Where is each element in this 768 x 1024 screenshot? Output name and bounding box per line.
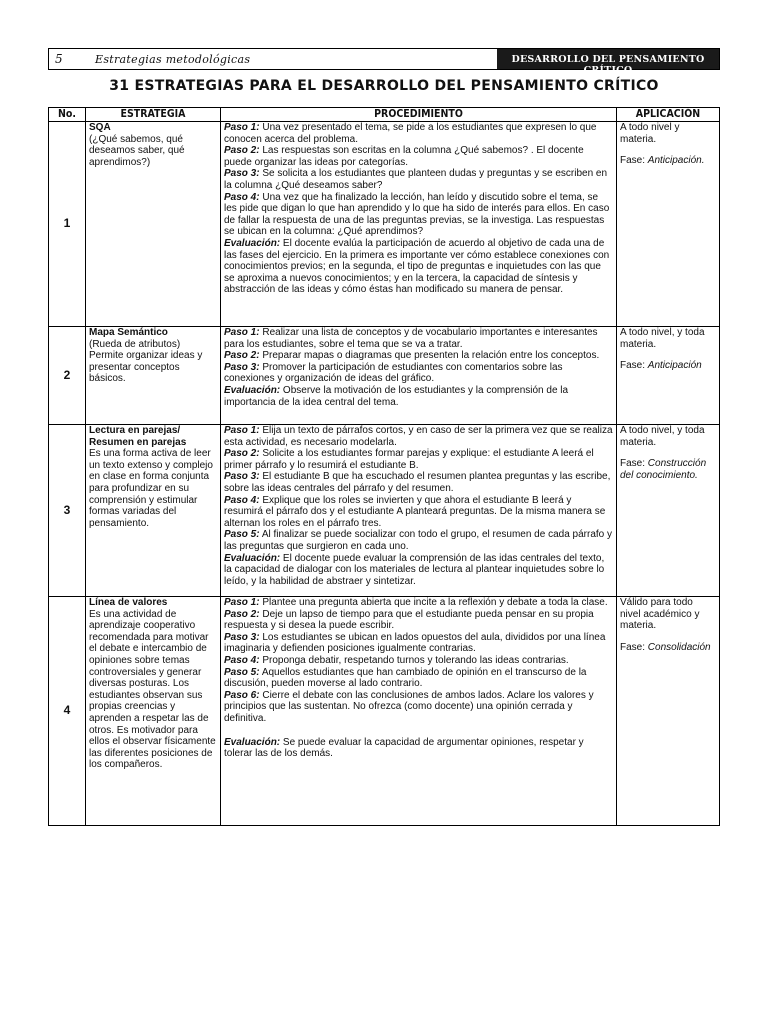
- application-phase: [620, 458, 716, 481]
- procedure-step: [224, 385, 613, 408]
- strategy-description: (Rueda de atributos) Permite organizar ideas y presentar conceptos básicos.: [89, 338, 203, 385]
- table-row: [49, 122, 720, 327]
- step-label: Evaluación:: [224, 237, 281, 249]
- column-header-estrategia: ESTRATEGIA: [86, 108, 221, 122]
- application-scope: Válido para todo nivel académico y materia.: [620, 597, 700, 632]
- application-phase: [620, 360, 716, 372]
- strategy-cell: [86, 327, 221, 425]
- step-label: Paso 1:: [224, 425, 260, 436]
- table-row: [49, 327, 720, 425]
- step-label: Paso 2:: [224, 145, 260, 157]
- table-row: [49, 425, 720, 597]
- application-cell: [617, 425, 720, 597]
- step-text: Se puede evaluar la capacidad de argumentar opiniones, respetar y tolerar las de los demás.: [224, 736, 584, 760]
- application-cell: [617, 597, 720, 826]
- header-left-title: Estrategias metodológicas: [95, 53, 251, 66]
- procedure-step: [224, 425, 613, 448]
- application-scope: A todo nivel, y toda materia.: [620, 425, 705, 448]
- step-label: Paso 1:: [224, 327, 260, 338]
- strategy-description: Es una forma activa de leer un texto extenso y complejo en clase en forma conjunta para profundizar en su comprensión y estimular formas variadas del pensamiento.: [89, 448, 213, 529]
- step-label: Evaluación:: [224, 384, 281, 396]
- strategy-name: Línea de valores: [89, 597, 168, 608]
- step-label: Paso 4:: [224, 494, 260, 506]
- step-label: Paso 3:: [224, 168, 260, 180]
- step-text: Promover la participación de estudiantes con comentarios sobre las conexiones y organización de ideas del gráfico.: [224, 361, 563, 385]
- step-text: Elija un texto de párrafos cortos, y en caso de ser la primera vez que se realiza esta actividad, es necesario modelarla.: [224, 425, 613, 448]
- step-label: Paso 4:: [224, 654, 260, 666]
- step-label: Evaluación:: [224, 552, 281, 564]
- step-label: Paso 2:: [224, 350, 260, 362]
- procedure-step: [224, 737, 613, 760]
- phase-label: Fase:: [620, 360, 646, 372]
- step-text: Una vez que ha finalizado la lección, han leído y discutido sobre el tema, se les pide que digan lo que han aprendido y lo que ha sido de interés para ellos. En caso de fallar la respuesta de una de las preguntas previas, se la investiga. Las respuestas se ubican en la columna: ¿Qué aprendimos?: [224, 191, 610, 238]
- procedure-step: [224, 597, 613, 609]
- strategy-name: SQA: [89, 122, 111, 133]
- procedure-step: [224, 632, 613, 655]
- procedure-step: [224, 327, 613, 350]
- step-text: Observe la motivación de los estudiantes y la comprensión de la importancia de la idea central del tema.: [224, 384, 569, 408]
- step-label: Paso 4:: [224, 191, 260, 203]
- step-label: Evaluación:: [224, 736, 281, 748]
- procedure-step: [224, 609, 613, 632]
- phase-value: Construcción del conocimiento.: [620, 458, 707, 481]
- page-header: [48, 48, 720, 76]
- step-text: Aquellos estudiantes que han cambiado de opinión en el transcurso de la discusión, pueden moverse al lado contrario.: [224, 666, 587, 690]
- step-text: El docente evalúa la participación de acuerdo al objetivo de cada una de las fases del ejercicio. En la primera es importante ver cómo establece conexiones con conocimientos previos; en la segunda, el tipo de preguntas e inquietudes con las que se aproxima a nuevos conocimientos; y en la tercera, la capacidad de síntesis y abstracción de las ideas y cómo éstas han modificado su manera de pensar.: [224, 237, 610, 296]
- step-text: Solicite a los estudiantes formar parejas y explique: el estudiante A leerá el primer párrafo y lo resumirá el estudiante B.: [224, 448, 594, 471]
- procedure-step: [224, 122, 613, 145]
- step-label: Paso 1:: [224, 122, 260, 133]
- application-cell: [617, 122, 720, 327]
- strategies-table: [48, 107, 720, 826]
- application-phase: [620, 155, 716, 167]
- step-label: Paso 1:: [224, 597, 260, 608]
- procedure-step: [224, 238, 613, 296]
- procedure-step: [224, 145, 613, 168]
- strategy-name: Lectura en parejas/ Resumen en parejas: [89, 425, 187, 448]
- step-label: Paso 5:: [224, 666, 260, 678]
- column-header-procedimiento: PROCEDIMIENTO: [221, 108, 617, 122]
- step-text: Proponga debatir, respetando turnos y tolerando las ideas contrarias.: [262, 654, 569, 666]
- step-label: Paso 6:: [224, 689, 260, 701]
- step-label: Paso 3:: [224, 361, 260, 373]
- strategy-name: Mapa Semántico: [89, 327, 168, 338]
- row-number: 3: [49, 425, 86, 597]
- step-text: Preparar mapas o diagramas que presenten la relación entre los conceptos.: [262, 350, 600, 362]
- step-text: Plantee una pregunta abierta que incite a la reflexión y debate a toda la clase.: [262, 597, 608, 608]
- strategy-description: (¿Qué sabemos, qué deseamos saber, qué aprendimos?): [89, 133, 185, 168]
- strategy-description: Es una actividad de aprendizaje cooperativo recomendada para motivar el debate e intercambio de opiniones sobre temas controversiales y generar diversas posturas. Los estudiantes observan sus propias creencias y aprenden a respetar las de otros. Es motivador para ellos el observar físicamente las diferentes posiciones de los compañeros.: [89, 608, 216, 771]
- step-text: Realizar una lista de conceptos y de vocabulario importantes e interesantes para los estudiantes, sobre el tema que se va a tratar.: [224, 327, 598, 350]
- procedure-step: [224, 362, 613, 385]
- procedure-cell: [221, 327, 617, 425]
- step-text: El estudiante B que ha escuchado el resumen plantea preguntas y las escribe, sobre las ideas centrales del párrafo y del resumen.: [224, 471, 611, 494]
- application-cell: [617, 327, 720, 425]
- step-text: Cierre el debate con las conclusiones de ambos lados. Aclare los valores y principios que las sustentan. No ofrezca (como docente) una opinión cerrada y definitiva.: [224, 689, 594, 724]
- step-text: Las respuestas son escritas en la columna ¿Qué sabemos? . El docente puede organizar las ideas por categorías.: [224, 145, 584, 168]
- procedure-cell: [221, 425, 617, 597]
- step-label: Paso 3:: [224, 471, 260, 483]
- row-number: 4: [49, 597, 86, 826]
- table-header-row: [49, 108, 720, 122]
- step-text: Al finalizar se puede socializar con todo el grupo, el resumen de cada párrafo y las preguntas que surgieron en cada uno.: [224, 529, 613, 552]
- procedure-step: [224, 655, 613, 667]
- step-label: Paso 5:: [224, 529, 260, 541]
- step-text: Deje un lapso de tiempo para que el estudiante pueda pensar en su propia respuesta y si desea la puede escribir.: [224, 608, 594, 632]
- strategy-cell: [86, 597, 221, 826]
- procedure-step: [224, 448, 613, 471]
- procedure-step: [224, 471, 613, 494]
- table-body: [49, 122, 720, 826]
- step-label: Paso 2:: [224, 448, 260, 460]
- phase-label: Fase:: [620, 155, 646, 167]
- phase-label: Fase:: [620, 458, 646, 470]
- strategy-cell: [86, 425, 221, 597]
- column-header-aplicacion: APLICACIÓN: [617, 108, 720, 122]
- procedure-step: [224, 529, 613, 552]
- phase-label: Fase:: [620, 641, 646, 653]
- application-scope: A todo nivel, y toda materia.: [620, 327, 705, 350]
- procedure-step: [224, 168, 613, 191]
- page-number: 5: [55, 52, 63, 66]
- phase-value: Anticipación.: [647, 155, 705, 167]
- application-phase: [620, 642, 716, 654]
- header-right-title: DESARROLLO DEL PENSAMIENTO CRÍTICO: [497, 49, 719, 69]
- procedure-step: [224, 553, 613, 588]
- procedure-step: [224, 495, 613, 530]
- procedure-step: [224, 667, 613, 690]
- step-label: Paso 3:: [224, 631, 260, 643]
- step-text: Los estudiantes se ubican en lados opuestos del aula, divididos por una línea imaginaria y defienden posiciones igualmente contrarias.: [224, 631, 606, 655]
- phase-value: Consolidación: [647, 641, 711, 653]
- step-text: Explique que los roles se invierten y que ahora el estudiante B leerá y resumirá el párrafo dos y el estudiante A planteará preguntas. De la misma manera se alternan los roles en el párrafo tres.: [224, 494, 606, 529]
- procedure-cell: [221, 122, 617, 327]
- step-text: Se solicita a los estudiantes que planteen dudas y preguntas y se escriben en la columna ¿Qué deseamos saber?: [224, 168, 608, 191]
- step-text: Una vez presentado el tema, se pide a los estudiantes que expresen lo que conocen acerca del problema.: [224, 122, 597, 145]
- table-row: [49, 597, 720, 826]
- procedure-step: [224, 192, 613, 238]
- application-scope: A todo nivel y materia.: [620, 122, 680, 145]
- procedure-cell: [221, 597, 617, 826]
- row-number: 1: [49, 122, 86, 327]
- phase-value: Anticipación: [647, 360, 702, 372]
- column-header-no: No.: [49, 108, 86, 122]
- step-text: El docente puede evaluar la comprensión de las idas centrales del texto, la capacidad de dialogar con los materiales de lectura al plantear inquietudes sobre lo leído, y la habilidad de abstraer y sintetizar.: [224, 552, 605, 587]
- row-number: 2: [49, 327, 86, 425]
- strategy-cell: [86, 122, 221, 327]
- procedure-step: [224, 350, 613, 362]
- document-title: 31 ESTRATEGIAS PARA EL DESARROLLO DEL PENSAMIENTO CRÍTICO: [109, 78, 659, 94]
- procedure-step: [224, 690, 613, 725]
- step-label: Paso 2:: [224, 608, 260, 620]
